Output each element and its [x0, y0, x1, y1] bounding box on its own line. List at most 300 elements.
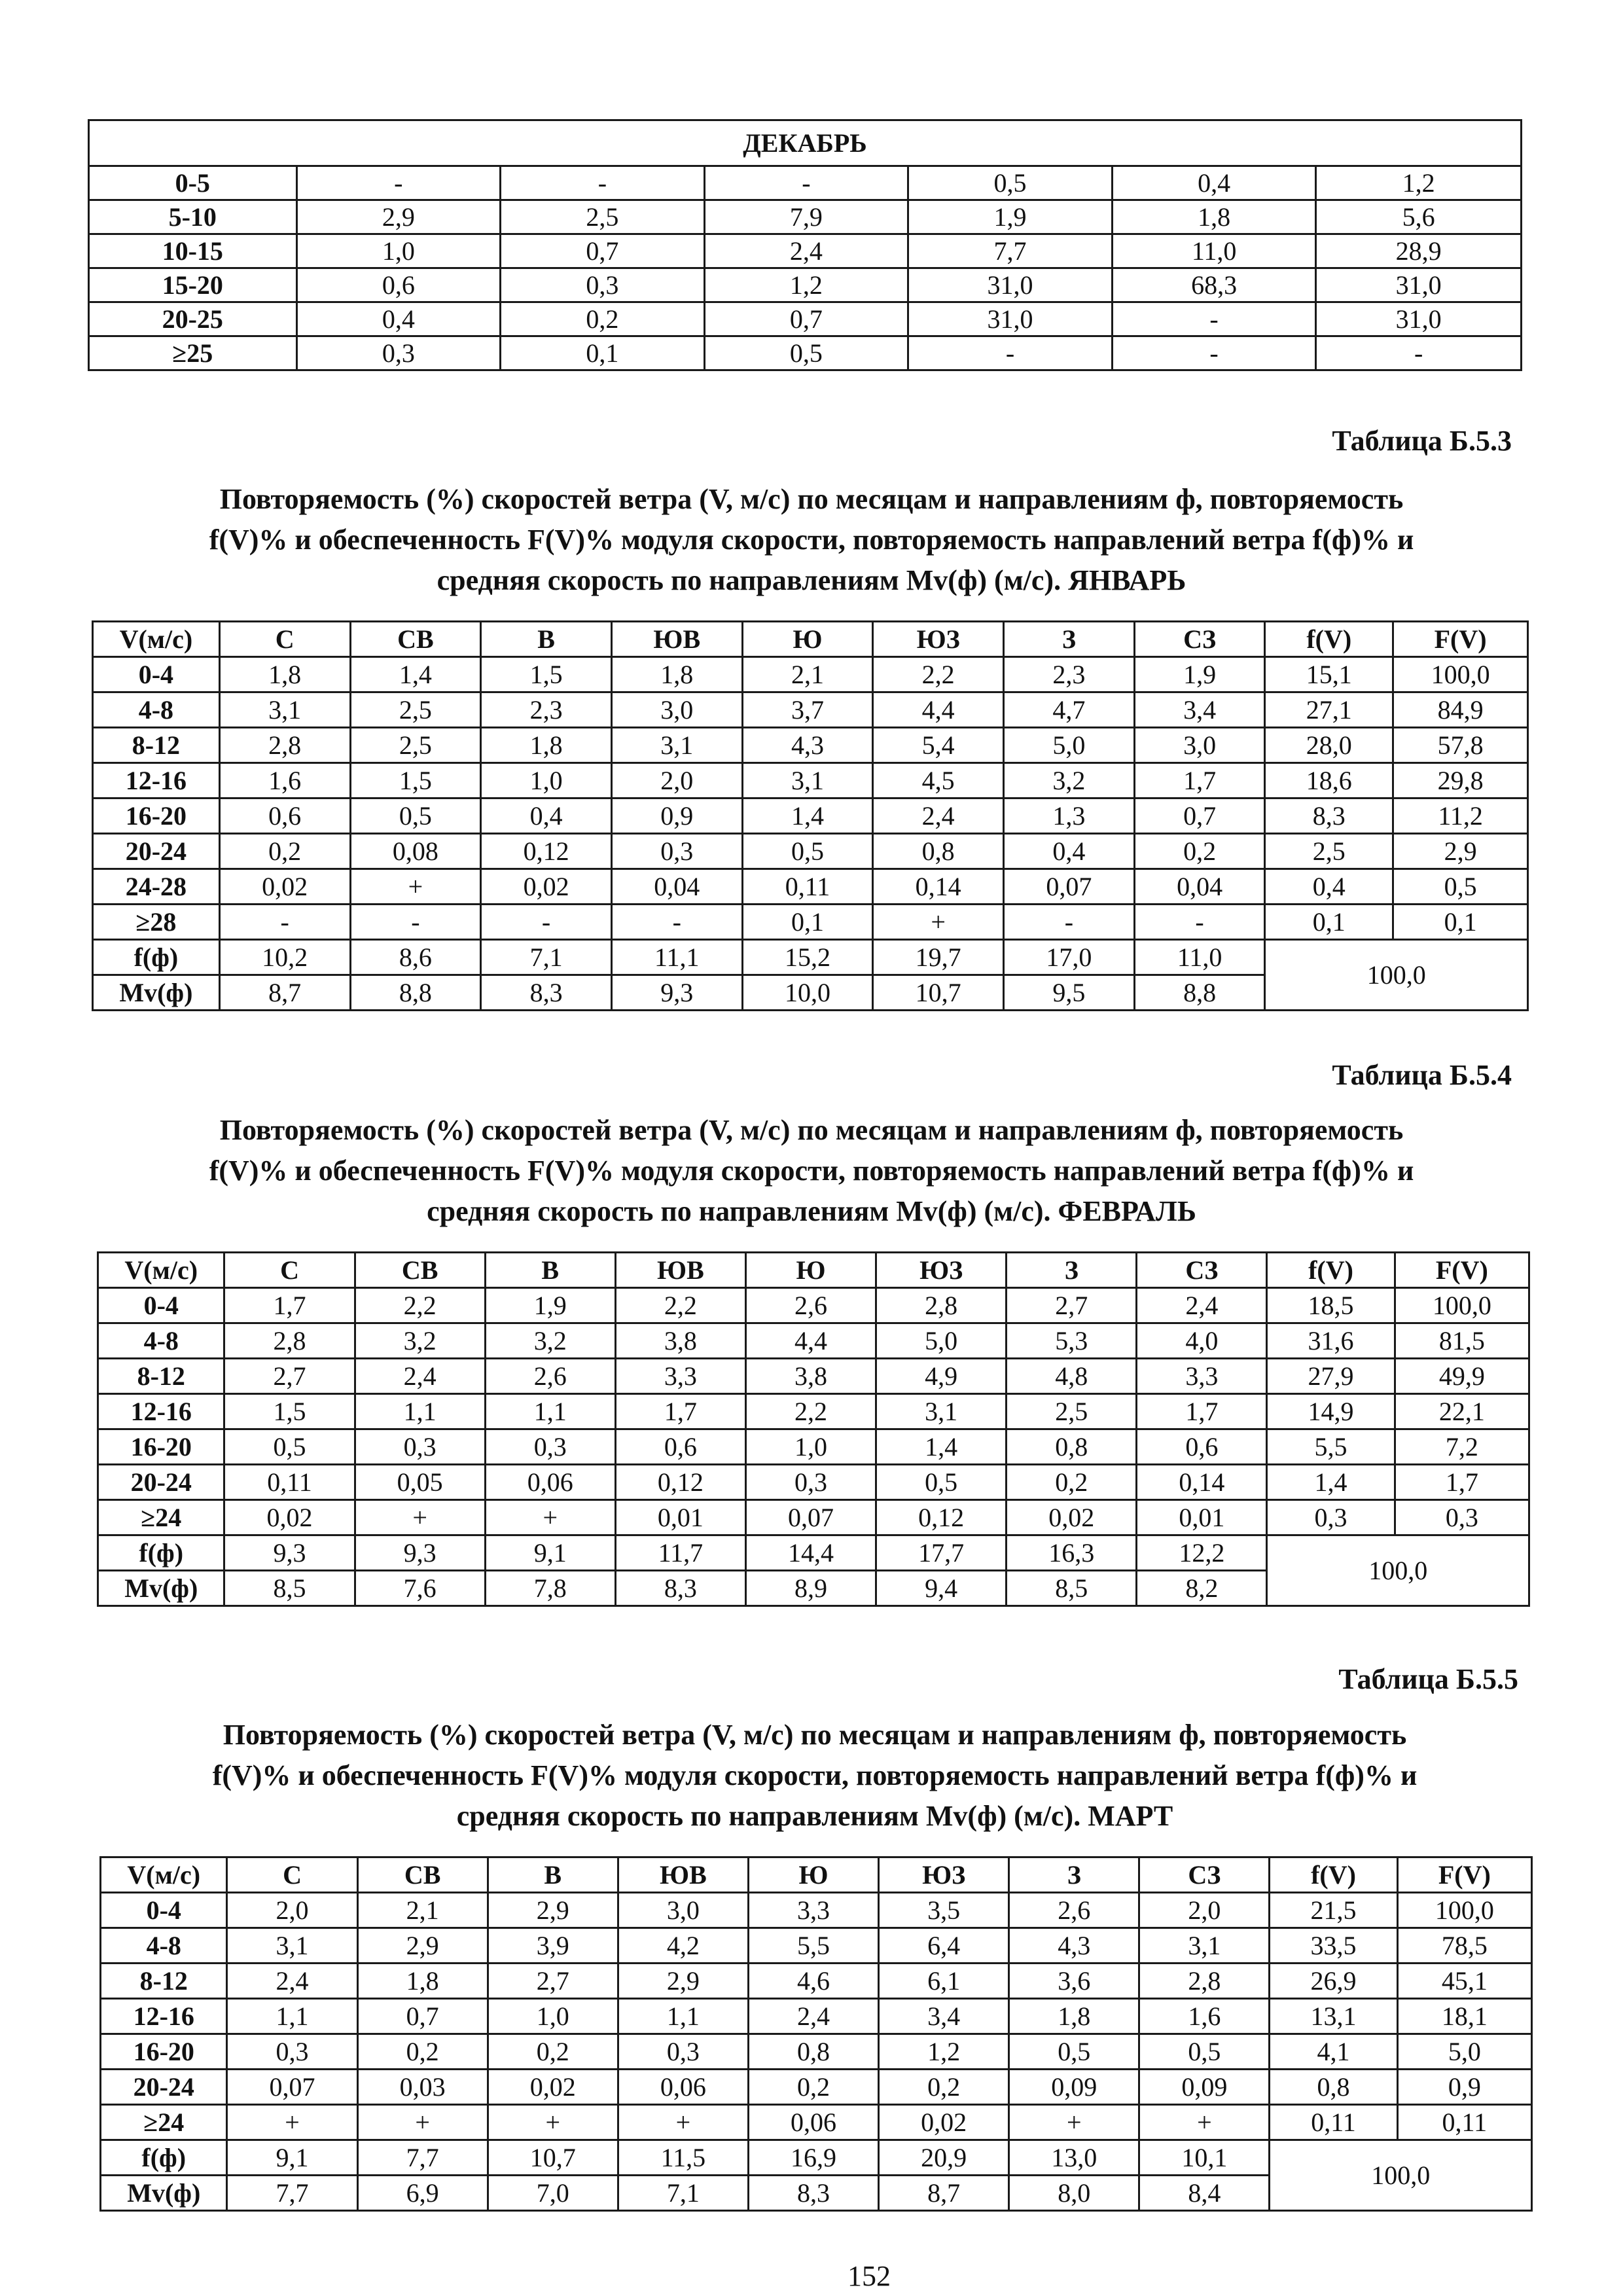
table-cell: 3,7: [742, 692, 873, 728]
total-cell: 100,0: [1270, 2140, 1532, 2211]
table-cell: 0,6: [219, 798, 350, 834]
table-cell: 1,7: [224, 1288, 355, 1323]
table-cell: 0,7: [704, 302, 908, 336]
table-cell: 4,8: [1007, 1359, 1137, 1394]
table-cell: 0,2: [501, 302, 705, 336]
table-cell: 8,8: [350, 975, 481, 1011]
table-cell: 10,2: [219, 940, 350, 975]
table-cell: 1,0: [481, 763, 612, 798]
table-row: [93, 834, 1528, 869]
table-row: [93, 905, 1528, 940]
table-cell: 9,3: [611, 975, 742, 1011]
table-cell: 0,12: [481, 834, 612, 869]
table-cell: 2,4: [227, 1964, 357, 1999]
row-label: 20-24: [101, 2070, 227, 2105]
table-cell: 17,7: [876, 1535, 1007, 1571]
table-cell: 0,5: [1009, 2034, 1139, 2070]
column-header: f(V): [1267, 1253, 1395, 1288]
table-cell: 27,1: [1265, 692, 1393, 728]
table-cell: 3,4: [879, 1999, 1009, 2034]
column-header: ЮЗ: [879, 1857, 1009, 1893]
table-cell: 0,3: [1395, 1500, 1529, 1535]
column-header: F(V): [1393, 622, 1528, 657]
table-cell: 1,1: [618, 1999, 748, 2034]
table-cell: 1,9: [1134, 657, 1265, 692]
table-cell: 5,6: [1316, 200, 1522, 234]
table-cell: 13,0: [1009, 2140, 1139, 2176]
table-cell: 3,1: [227, 1928, 357, 1964]
table-cell: 8,8: [1134, 975, 1265, 1011]
table-cell: 1,7: [1137, 1394, 1267, 1429]
table-cell: 1,0: [488, 1999, 618, 2034]
column-header: ЮЗ: [873, 622, 1004, 657]
table-cell: 3,1: [876, 1394, 1007, 1429]
table-cell: 3,9: [488, 1928, 618, 1964]
table-row: [89, 166, 1522, 200]
table-cell: 2,8: [876, 1288, 1007, 1323]
table-cell: 3,8: [615, 1323, 745, 1359]
table-cell: 2,2: [873, 657, 1004, 692]
table-cell: 4,4: [745, 1323, 876, 1359]
table-cell: 8,3: [615, 1571, 745, 1606]
table-cell: 7,7: [908, 234, 1113, 268]
row-label: 24-28: [93, 869, 220, 905]
row-label: Мv(ф): [98, 1571, 224, 1606]
table-cell: 1,8: [611, 657, 742, 692]
column-header: ЮВ: [615, 1253, 745, 1288]
table-cell: 2,0: [227, 1893, 357, 1928]
table-cell: 2,8: [219, 728, 350, 763]
table-cell: 20,9: [879, 2140, 1009, 2176]
table-cell: 8,3: [748, 2176, 878, 2211]
table-cell: -: [1112, 336, 1316, 370]
table-cell: 11,2: [1393, 798, 1528, 834]
table-cell: 0,9: [611, 798, 742, 834]
table-cell: 0,3: [355, 1429, 485, 1465]
table-cell: 0,2: [357, 2034, 488, 2070]
table-cell: 0,4: [481, 798, 612, 834]
table-cell: 78,5: [1397, 1928, 1531, 1964]
total-cell: 100,0: [1265, 940, 1528, 1011]
table-cell: 0,02: [481, 869, 612, 905]
table-cell: 2,2: [615, 1288, 745, 1323]
table-cell: 0,8: [1007, 1429, 1137, 1465]
table-cell: +: [355, 1500, 485, 1535]
table-row: [98, 1465, 1529, 1500]
table-cell: -: [350, 905, 481, 940]
table-cell: +: [1009, 2105, 1139, 2140]
row-label: ≥24: [101, 2105, 227, 2140]
table-cell: +: [1139, 2105, 1270, 2140]
table-cell: 2,1: [742, 657, 873, 692]
table-cell: 0,2: [879, 2070, 1009, 2105]
table-cell: 7,7: [227, 2176, 357, 2211]
table-cell: 0,3: [501, 268, 705, 302]
table-cell: 9,4: [876, 1571, 1007, 1606]
table-cell: +: [357, 2105, 488, 2140]
table-cell: 3,4: [1134, 692, 1265, 728]
table-row: [101, 2070, 1532, 2105]
table-cell: 0,01: [615, 1500, 745, 1535]
table-cell: 3,0: [611, 692, 742, 728]
table-cell: 0,07: [1004, 869, 1135, 905]
wind-table-january: [92, 620, 1529, 1011]
table-cell: 2,5: [1007, 1394, 1137, 1429]
table-cell: 9,1: [227, 2140, 357, 2176]
table-cell: 33,5: [1270, 1928, 1397, 1964]
row-label: f(ф): [98, 1535, 224, 1571]
column-header: V(м/с): [93, 622, 220, 657]
table-cell: 2,9: [1393, 834, 1528, 869]
table-cell: 0,3: [611, 834, 742, 869]
table-cell: 11,0: [1134, 940, 1265, 975]
table-cell: 0,7: [1134, 798, 1265, 834]
table-cell: 26,9: [1270, 1964, 1397, 1999]
table-cell: 1,7: [1395, 1465, 1529, 1500]
row-label: 4-8: [98, 1323, 224, 1359]
column-header: СВ: [357, 1857, 488, 1893]
table-cell: 1,6: [219, 763, 350, 798]
table-cell: 0,11: [742, 869, 873, 905]
table-cell: 8,4: [1139, 2176, 1270, 2211]
table-row: [101, 1999, 1532, 2034]
column-header: ЮЗ: [876, 1253, 1007, 1288]
table-row: [93, 728, 1528, 763]
table-cell: -: [1004, 905, 1135, 940]
table-cell: 0,01: [1137, 1500, 1267, 1535]
table-cell: 4,5: [873, 763, 1004, 798]
table-cell: +: [873, 905, 1004, 940]
table-cell: 8,3: [481, 975, 612, 1011]
row-label: 12-16: [93, 763, 220, 798]
row-label: 16-20: [101, 2034, 227, 2070]
table-cell: 29,8: [1393, 763, 1528, 798]
column-header: СЗ: [1137, 1253, 1267, 1288]
row-label: Мv(ф): [101, 2176, 227, 2211]
table-cell: 1,8: [1112, 200, 1316, 234]
table-cell: 4,1: [1270, 2034, 1397, 2070]
column-header: В: [488, 1857, 618, 1893]
column-header: С: [227, 1857, 357, 1893]
table-cell: 0,1: [501, 336, 705, 370]
table-cell: 3,0: [1134, 728, 1265, 763]
table-cell: 16,3: [1007, 1535, 1137, 1571]
table-cell: 9,1: [485, 1535, 615, 1571]
table-heading-b53: Повторяемость (%) скоростей ветра (V, м/с) по месяцам и направлениям ф, повторяемость f(V)% и обеспеченность F(V)% модуля скорости, повторяемость направлений ветра f(ф)% и средняя скорость по направлениям Мv(ф) (м/с). ЯНВАРЬ: [209, 483, 1414, 596]
table-cell: 0,3: [1267, 1500, 1395, 1535]
table-cell: 13,1: [1270, 1999, 1397, 2034]
table-cell: 3,3: [1137, 1359, 1267, 1394]
table-cell: 0,4: [296, 302, 501, 336]
table-cell: 5,5: [1267, 1429, 1395, 1465]
column-header: F(V): [1397, 1857, 1531, 1893]
table-cell: 14,4: [745, 1535, 876, 1571]
table-cell: 0,5: [1393, 869, 1528, 905]
table-cell: 2,4: [704, 234, 908, 268]
table-cell: 0,09: [1009, 2070, 1139, 2105]
table-cell: 0,02: [1007, 1500, 1137, 1535]
row-label: 12-16: [98, 1394, 224, 1429]
table-cell: 0,8: [748, 2034, 878, 2070]
table-cell: 1,1: [485, 1394, 615, 1429]
table-cell: 0,02: [879, 2105, 1009, 2140]
table-cell: 2,6: [485, 1359, 615, 1394]
column-header: СЗ: [1134, 622, 1265, 657]
table-cell: 2,9: [357, 1928, 488, 1964]
table-cell: 0,3: [296, 336, 501, 370]
table-cell: 0,02: [488, 2070, 618, 2105]
table-cell: 2,1: [357, 1893, 488, 1928]
table-cell: 4,9: [876, 1359, 1007, 1394]
table-cell: 18,5: [1267, 1288, 1395, 1323]
table-cell: 2,9: [296, 200, 501, 234]
table-cell: 1,4: [1267, 1465, 1395, 1500]
table-row: [101, 2034, 1532, 2070]
table-cell: 1,5: [481, 657, 612, 692]
row-label: 16-20: [93, 798, 220, 834]
table-row: [89, 200, 1522, 234]
table-row: [89, 268, 1522, 302]
table-cell: 31,6: [1267, 1323, 1395, 1359]
table-cell: 2,7: [488, 1964, 618, 1999]
table-cell: 2,3: [481, 692, 612, 728]
table-cell: 0,2: [1007, 1465, 1137, 1500]
table-cell: 4,3: [1009, 1928, 1139, 1964]
table-cell: -: [296, 166, 501, 200]
table-cell: 3,1: [1139, 1928, 1270, 1964]
table-cell: 100,0: [1393, 657, 1528, 692]
table-cell: 1,8: [481, 728, 612, 763]
table-row: [89, 302, 1522, 336]
row-label: f(ф): [101, 2140, 227, 2176]
table-cell: 0,03: [357, 2070, 488, 2105]
table-cell: 1,2: [1316, 166, 1522, 200]
table-cell: 8,7: [879, 2176, 1009, 2211]
table-cell: 22,1: [1395, 1394, 1529, 1429]
table-cell: 57,8: [1393, 728, 1528, 763]
table-cell: 45,1: [1397, 1964, 1531, 1999]
table-cell: 2,5: [1265, 834, 1393, 869]
column-header: СЗ: [1139, 1857, 1270, 1893]
table-cell: 4,3: [742, 728, 873, 763]
table-cell: 3,3: [748, 1893, 878, 1928]
table-cell: 3,2: [485, 1323, 615, 1359]
table-row: [101, 2105, 1532, 2140]
table-row: [93, 763, 1528, 798]
table-cell: 28,0: [1265, 728, 1393, 763]
column-header: f(V): [1270, 1857, 1397, 1893]
table-cell: 0,1: [1393, 905, 1528, 940]
table-cell: 6,1: [879, 1964, 1009, 1999]
table-cell: 8,9: [745, 1571, 876, 1606]
table-cell: 2,5: [501, 200, 705, 234]
table-cell: 0,5: [876, 1465, 1007, 1500]
table-cell: 11,7: [615, 1535, 745, 1571]
table-cell: 11,5: [618, 2140, 748, 2176]
table-cell: 2,7: [1007, 1288, 1137, 1323]
table-cell: 0,14: [873, 869, 1004, 905]
table-cell: 1,7: [1134, 763, 1265, 798]
table-cell: 3,0: [618, 1893, 748, 1928]
table-cell: 2,2: [745, 1394, 876, 1429]
row-label: 10-15: [89, 234, 297, 268]
table-cell: 9,5: [1004, 975, 1135, 1011]
table-cell: 5,0: [1397, 2034, 1531, 2070]
f-row: [98, 1535, 1529, 1571]
table-row: [98, 1429, 1529, 1465]
table-cell: 11,1: [611, 940, 742, 975]
table-cell: 15,1: [1265, 657, 1393, 692]
table-cell: 7,1: [618, 2176, 748, 2211]
table-cell: 0,6: [1137, 1429, 1267, 1465]
table-cell: 0,12: [876, 1500, 1007, 1535]
table-cell: 11,0: [1112, 234, 1316, 268]
table-cell: 8,5: [224, 1571, 355, 1606]
row-label: ≥25: [89, 336, 297, 370]
table-cell: 2,0: [611, 763, 742, 798]
table-cell: 1,0: [296, 234, 501, 268]
row-label: 4-8: [101, 1928, 227, 1964]
table-cell: 2,5: [350, 728, 481, 763]
table-cell: 17,0: [1004, 940, 1135, 975]
table-cell: 2,9: [488, 1893, 618, 1928]
table-cell: 8,7: [219, 975, 350, 1011]
table-cell: 0,12: [615, 1465, 745, 1500]
table-cell: 18,1: [1397, 1999, 1531, 2034]
table-cell: 15,2: [742, 940, 873, 975]
column-header: Ю: [748, 1857, 878, 1893]
table-cell: -: [1134, 905, 1265, 940]
table-cell: 8,0: [1009, 2176, 1139, 2211]
table-cell: 0,07: [227, 2070, 357, 2105]
table-cell: 0,8: [873, 834, 1004, 869]
f-row: [93, 940, 1528, 975]
table-cell: 0,11: [224, 1465, 355, 1500]
table-cell: 1,4: [876, 1429, 1007, 1465]
table-cell: 1,3: [1004, 798, 1135, 834]
table-cell: 31,0: [1316, 268, 1522, 302]
table-cell: 0,5: [224, 1429, 355, 1465]
table-cell: 0,3: [745, 1465, 876, 1500]
table-cell: 0,3: [618, 2034, 748, 2070]
table-cell: 0,2: [488, 2034, 618, 2070]
table-cell: 0,6: [296, 268, 501, 302]
table-cell: 0,5: [704, 336, 908, 370]
table-row: [98, 1288, 1529, 1323]
table-cell: 0,06: [748, 2105, 878, 2140]
row-label: 0-4: [101, 1893, 227, 1928]
table-cell: 0,2: [1134, 834, 1265, 869]
table-cell: +: [618, 2105, 748, 2140]
table-cell: -: [501, 166, 705, 200]
table-cell: 1,6: [1139, 1999, 1270, 2034]
column-header: V(м/с): [101, 1857, 227, 1893]
table-cell: 0,5: [908, 166, 1113, 200]
table-cell: 2,4: [1137, 1288, 1267, 1323]
table-cell: 0,5: [742, 834, 873, 869]
table-caption-b55: Таблица Б.5.5: [1338, 1663, 1518, 1695]
table-cell: -: [219, 905, 350, 940]
table-cell: 1,1: [355, 1394, 485, 1429]
table-cell: 3,2: [355, 1323, 485, 1359]
table-cell: 2,8: [1139, 1964, 1270, 1999]
table-cell: 7,8: [485, 1571, 615, 1606]
table-cell: 4,0: [1137, 1323, 1267, 1359]
table-row: [89, 336, 1522, 370]
table-cell: 1,9: [485, 1288, 615, 1323]
f-row: [101, 2140, 1532, 2176]
table-row: [93, 692, 1528, 728]
table-cell: -: [704, 166, 908, 200]
column-header: Ю: [745, 1253, 876, 1288]
table-heading-b55: Повторяемость (%) скоростей ветра (V, м/с) по месяцам и направлениям ф, повторяемость f(V)% и обеспеченность F(V)% модуля скорости, повторяемость направлений ветра f(ф)% и средняя скорость по направлениям Мv(ф) (м/с). МАРТ: [212, 1719, 1418, 1832]
table-cell: 16,9: [748, 2140, 878, 2176]
table-cell: 8,6: [350, 940, 481, 975]
row-label: 5-10: [89, 200, 297, 234]
table-cell: -: [1316, 336, 1522, 370]
table-cell: 7,0: [488, 2176, 618, 2211]
row-label: 8-12: [98, 1359, 224, 1394]
row-label: 15-20: [89, 268, 297, 302]
table-cell: 0,6: [615, 1429, 745, 1465]
table-cell: 0,04: [1134, 869, 1265, 905]
table-cell: 4,7: [1004, 692, 1135, 728]
table-cell: 0,7: [501, 234, 705, 268]
table-cell: 3,2: [1004, 763, 1135, 798]
header-row: [98, 1253, 1529, 1288]
table-cell: 31,0: [908, 268, 1113, 302]
table-row: [89, 234, 1522, 268]
total-cell: 100,0: [1267, 1535, 1529, 1606]
row-label: f(ф): [93, 940, 220, 975]
column-header: С: [224, 1253, 355, 1288]
column-header: З: [1007, 1253, 1137, 1288]
table-cell: +: [350, 869, 481, 905]
table-cell: 49,9: [1395, 1359, 1529, 1394]
table-cell: 1,8: [357, 1964, 488, 1999]
table-cell: 4,4: [873, 692, 1004, 728]
table-cell: 0,06: [485, 1465, 615, 1500]
table-row: [98, 1500, 1529, 1535]
table-cell: 2,0: [1139, 1893, 1270, 1928]
table-row: [101, 1893, 1532, 1928]
column-header: V(м/с): [98, 1253, 224, 1288]
column-header: СВ: [350, 622, 481, 657]
table-cell: 9,3: [224, 1535, 355, 1571]
table-cell: 5,4: [873, 728, 1004, 763]
table-cell: 1,1: [227, 1999, 357, 2034]
column-header: ЮВ: [611, 622, 742, 657]
table-cell: 3,1: [742, 763, 873, 798]
table-cell: 0,06: [618, 2070, 748, 2105]
table-cell: 7,1: [481, 940, 612, 975]
table-cell: 10,0: [742, 975, 873, 1011]
table-cell: 2,8: [224, 1323, 355, 1359]
table-cell: 0,7: [357, 1999, 488, 2034]
table-cell: 0,14: [1137, 1465, 1267, 1500]
row-label: 0-4: [93, 657, 220, 692]
table-cell: 2,3: [1004, 657, 1135, 692]
table-cell: 0,3: [485, 1429, 615, 1465]
row-label: ≥24: [98, 1500, 224, 1535]
row-label: 20-24: [93, 834, 220, 869]
row-label: 0-5: [89, 166, 297, 200]
table-cell: 10,7: [873, 975, 1004, 1011]
column-header: F(V): [1395, 1253, 1529, 1288]
table-cell: 0,4: [1112, 166, 1316, 200]
table-caption-b53: Таблица Б.5.3: [1332, 425, 1512, 457]
table-cell: 12,2: [1137, 1535, 1267, 1571]
